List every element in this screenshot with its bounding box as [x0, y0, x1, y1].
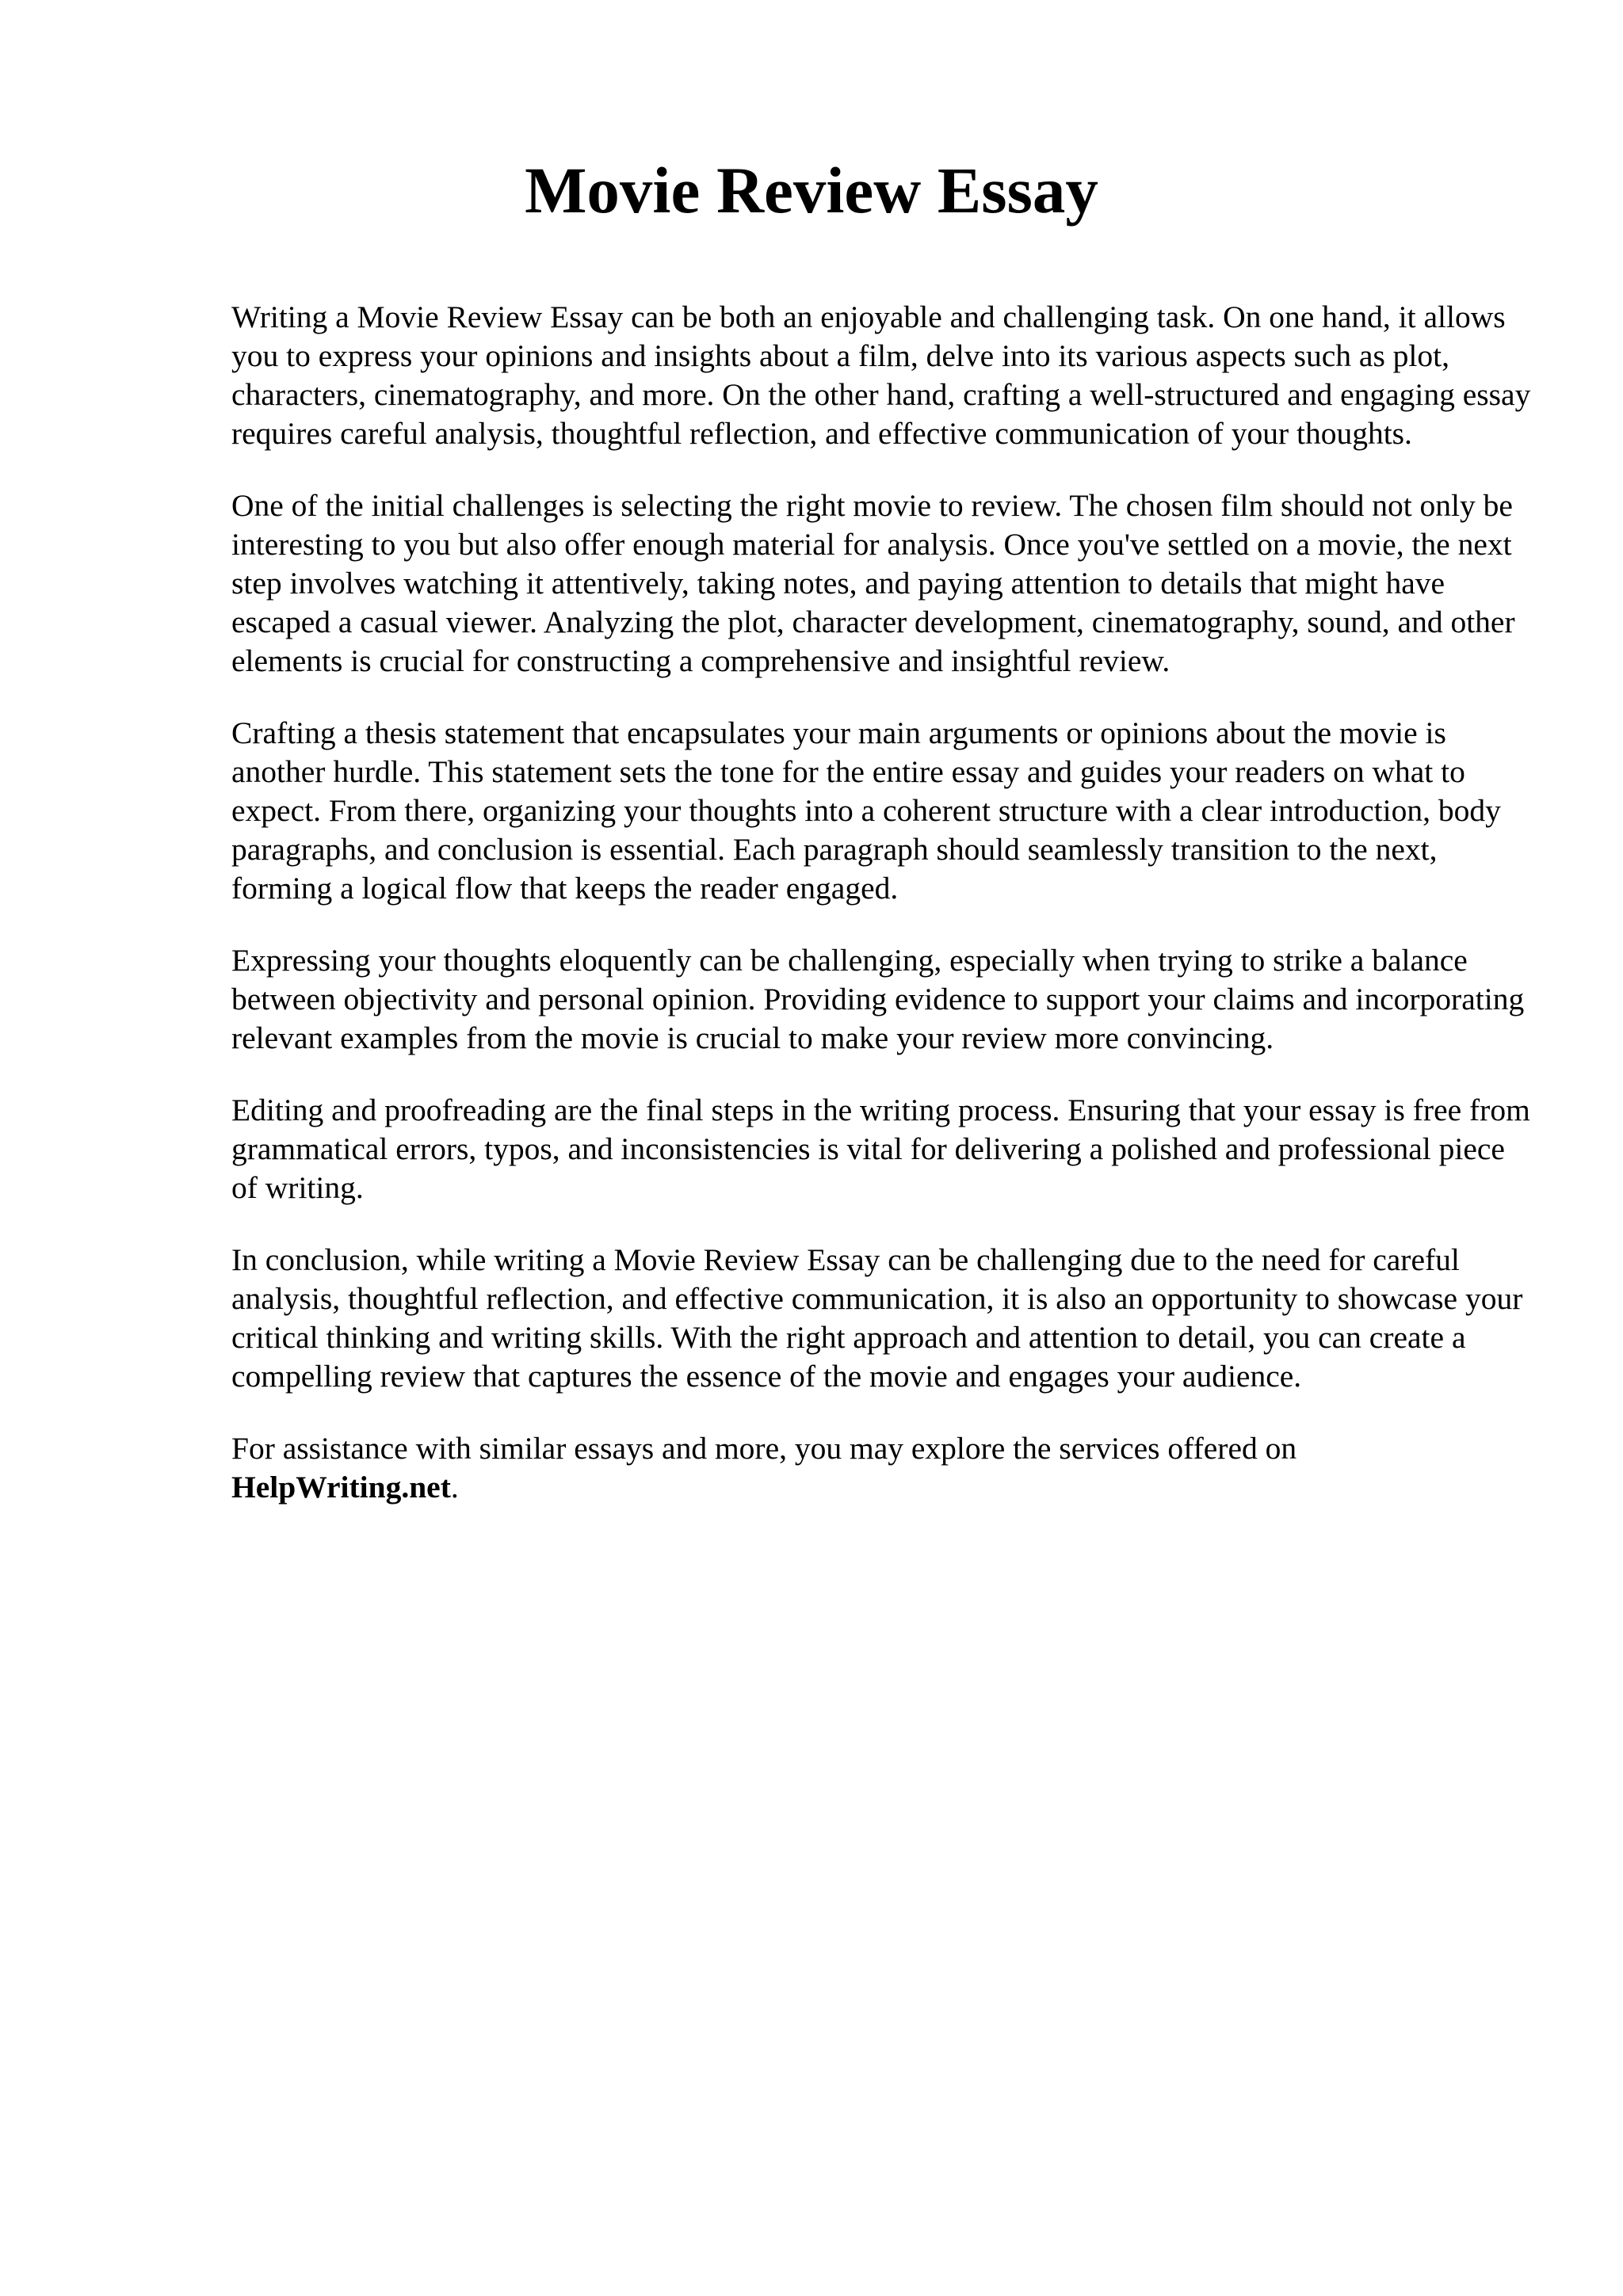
paragraph-6: In conclusion, while writing a Movie Review Essay can be challenging due to the need for careful analysis, thoughtful reflection, and effective communication, it is also an opportunity to showcase your critical thinking and writing skills. With the right approach and attention to detail, you can create a compelling review that captures the essence of the movie and engages your audience.: [231, 1242, 1523, 1394]
closing-text: For assistance with similar essays and more, you may explore the services offered on: [231, 1431, 1297, 1466]
paragraph-4: Expressing your thoughts eloquently can be challenging, especially when trying to strike a balance between objectivity and personal opinion. Providing evidence to support your claims and incorporating relevant examples from the movie is crucial to make your review more convincing.: [231, 943, 1525, 1055]
paragraph-2: One of the initial challenges is selecting the right movie to review. The chosen film should not only be interesting to you but also offer enough material for analysis. Once you've settled on a movie, the next step involves watching it attentively, taking notes, and paying attention to details that might have escaped a casual viewer. Analyzing the plot, character development, cinematography, sound, and other elements is crucial for constructing a comprehensive and insightful review.: [231, 488, 1515, 678]
document-body: [231, 298, 1531, 1540]
paragraph-1: Writing a Movie Review Essay can be both an enjoyable and challenging task. On one hand, it allows you to express your opinions and insights about a film, delve into its various aspects such as plot, characters, cinematography, and more. On the other hand, crafting a well-structured and engaging essay requires careful analysis, thoughtful reflection, and effective communication of your thoughts.: [231, 299, 1531, 451]
document-title: Movie Review Essay: [525, 154, 1098, 227]
closing-period: .: [450, 1470, 459, 1505]
paragraph-3: Crafting a thesis statement that encapsulates your main arguments or opinions about the movie is another hurdle. This statement sets the tone for the entire essay and guides your readers on what to expect. From there, organizing your thoughts into a coherent structure with a clear introduction, body paragraphs, and conclusion is essential. Each paragraph should seamlessly transition to the next, forming a logical flow that keeps the reader engaged.: [231, 715, 1501, 906]
closing-paragraph: [231, 1429, 1531, 1507]
paragraph-5: Editing and proofreading are the final steps in the writing process. Ensuring that your essay is free from grammatical errors, typos, and inconsistencies is vital for delivering a polished and professional piece of writing.: [231, 1093, 1530, 1205]
helpwriting-link[interactable]: HelpWriting.net: [231, 1470, 451, 1505]
